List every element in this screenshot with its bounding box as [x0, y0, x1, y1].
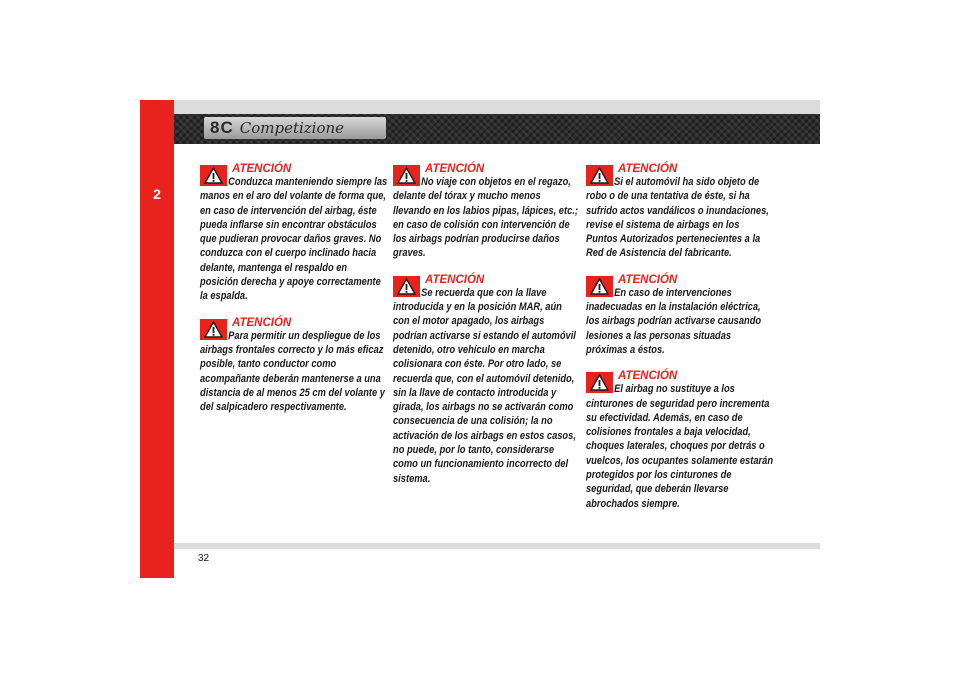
bottom-stripe: [174, 543, 820, 549]
warning-title: ATENCIÓN: [232, 316, 292, 329]
warning-title: ATENCIÓN: [618, 273, 678, 286]
warning-text: Conduzca manteniendo siempre las manos en el aro del volante de forma que, en caso de intervención del airbag, éste pueda inflarse sin encontrar obstáculos que pudieran provocar daños graves. No conduzca con el cuerpo inclinado hacia delante, mantenga el respaldo en posición derecha y apoye correctamente la espalda.: [200, 176, 388, 303]
warning-text: No viaje con objetos en el regazo, delante del tórax y mucho menos llevando en los labios pipas, lápices, etc.; en caso de colisión con intervención de los airbags podrían producirse daños graves.: [393, 176, 578, 260]
column-1: [200, 162, 388, 426]
column-3: [586, 162, 774, 523]
warning-text: Para permitir un despliegue de los airbags frontales correcto y lo más eficaz posible, tanto conductor como acompañante deberán mantenerse a una distancia de al menos 25 cm del volante y del salpicadero respectivamente.: [200, 329, 385, 414]
warning-title: ATENCIÓN: [618, 163, 678, 175]
warning-block: [200, 316, 388, 415]
warning-block: [586, 369, 774, 511]
logo-script: Competizione: [239, 119, 345, 137]
warning-text: El airbag no sustituye a los cinturones de seguridad pero incrementa su efectividad. Además, en caso de colisiones frontales a baja velocidad, choques laterales, choques por detrás o vuelcos, los ocupantes solamente estarán protegidos por los cinturones de seguridad, que deberán llevarse abrochados siempre.: [586, 383, 774, 510]
warning-block: [586, 162, 774, 261]
warning-title: ATENCIÓN: [618, 370, 678, 383]
logo-prefix: 8C: [210, 118, 234, 137]
chapter-number: 2: [153, 186, 161, 202]
warning-title: ATENCIÓN: [425, 273, 485, 286]
warning-text: En caso de intervenciones inadecuadas en la instalación eléctrica, los airbags podrían activarse causando lesiones a las personas situadas próximas a éstos.: [586, 286, 762, 356]
warning-text: Si el automóvil ha sido objeto de robo o de una tentativa de éste, si ha sufrido actos vandálicos o inundaciones, revise el sistema de airbags en los Puntos Autorizados pertenecientes a la Red de Asistencia del fabricante.: [586, 176, 769, 260]
warning-title: ATENCIÓN: [232, 163, 292, 175]
warning-block: [586, 273, 774, 357]
warning-block: [200, 162, 388, 304]
warning-block: [393, 273, 581, 486]
top-stripe: [174, 100, 820, 114]
page-number: 32: [198, 553, 210, 564]
column-2: [393, 162, 581, 498]
warning-block: [393, 162, 581, 261]
brand-logo: [204, 117, 386, 139]
warning-title: ATENCIÓN: [425, 163, 485, 175]
chapter-tab: [140, 100, 174, 578]
warning-text: Se recuerda que con la llave introducida y en la posición MAR, aún con el motor apagado, los airbags podrían activarse si estando el automóvil detenido, otro vehículo en marcha colisionara con éste. Por otro lado, se recuerda que, con el automóvil detenido, sin la llave de contacto introducida y girada, los airbags no se activarán como consecuencia de una colisión; la no activación de los airbags en estos casos, no puede, por lo tanto, considerarse como un funcionamiento incorrecto del sistema.: [393, 286, 576, 485]
